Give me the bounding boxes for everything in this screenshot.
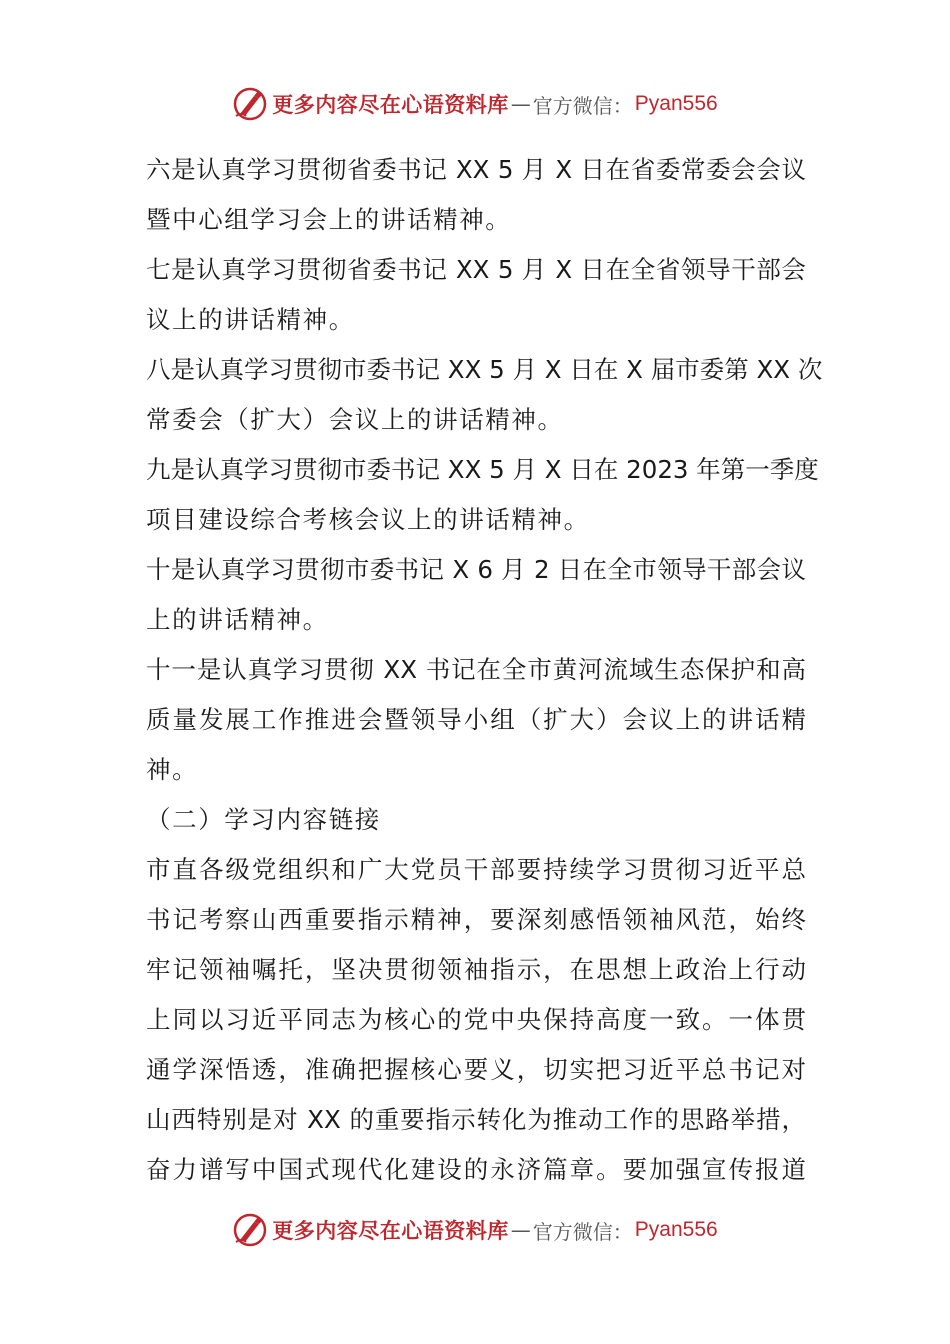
text-line: 上的讲话精神。 bbox=[146, 605, 329, 634]
header-separator: — bbox=[510, 92, 531, 116]
text-line: 常委会（扩大）会议上的讲话精神。 bbox=[146, 405, 564, 434]
text-line: 项目建设综合考核会议上的讲话精神。 bbox=[146, 505, 590, 534]
footer-separator: — bbox=[510, 1218, 531, 1242]
text-line: 八是认真学习贯彻市委书记 XX 5 月 X 日在 X 届市委第 XX 次 bbox=[146, 355, 823, 384]
text-line: 暨中心组学习会上的讲话精神。 bbox=[146, 205, 512, 234]
footer-wechat-id: Pyan556 bbox=[634, 1218, 718, 1241]
text-line: 六是认真学习贯彻省委书记 XX 5 月 X 日在省委常委会会议 bbox=[146, 155, 806, 184]
document-body bbox=[146, 145, 823, 1195]
footer-brand-text: 更多内容尽在心语资料库 bbox=[272, 1218, 509, 1243]
text-line: 神。 bbox=[146, 755, 199, 784]
section-heading: （二）学习内容链接 bbox=[146, 805, 381, 834]
text-line: 议上的讲话精神。 bbox=[146, 305, 355, 334]
text-line: 质量发展工作推进会暨领导小组（扩大）会议上的讲话精 bbox=[146, 705, 806, 734]
footer-watermark-banner bbox=[0, 1210, 950, 1250]
header-watermark-banner bbox=[0, 84, 950, 124]
text-line: 牢记领袖嘱托，坚决贯彻领袖指示，在思想上政治上行动 bbox=[146, 955, 806, 984]
header-brand-text: 更多内容尽在心语资料库 bbox=[272, 92, 509, 117]
pen-nib-logo-icon bbox=[232, 1212, 268, 1248]
header-official-label: 官方微信： bbox=[532, 93, 633, 118]
text-line: 书记考察山西重要指示精神，要深刻感悟领袖风范，始终 bbox=[146, 905, 806, 934]
pen-nib-logo-icon bbox=[232, 86, 268, 122]
text-line: 奋力谱写中国式现代化建设的永济篇章。要加强宣传报道 bbox=[146, 1155, 806, 1184]
footer-official-label: 官方微信： bbox=[532, 1219, 633, 1244]
text-line: 九是认真学习贯彻市委书记 XX 5 月 X 日在 2023 年第一季度 bbox=[146, 455, 819, 484]
text-line: 山西特别是对 XX 的重要指示转化为推动工作的思路举措， bbox=[146, 1105, 806, 1134]
text-line: 十是认真学习贯彻市委书记 X 6 月 2 日在全市领导干部会议 bbox=[146, 555, 806, 584]
text-line: 十一是认真学习贯彻 XX 书记在全市黄河流域生态保护和高 bbox=[146, 655, 806, 684]
text-line: 七是认真学习贯彻省委书记 XX 5 月 X 日在全省领导干部会 bbox=[146, 255, 806, 284]
text-line: 上同以习近平同志为核心的党中央保持高度一致。一体贯 bbox=[146, 1005, 806, 1034]
text-line: 通学深悟透，准确把握核心要义，切实把习近平总书记对 bbox=[146, 1055, 806, 1084]
header-wechat-id: Pyan556 bbox=[634, 92, 718, 115]
text-line: 市直各级党组织和广大党员干部要持续学习贯彻习近平总 bbox=[146, 855, 806, 884]
